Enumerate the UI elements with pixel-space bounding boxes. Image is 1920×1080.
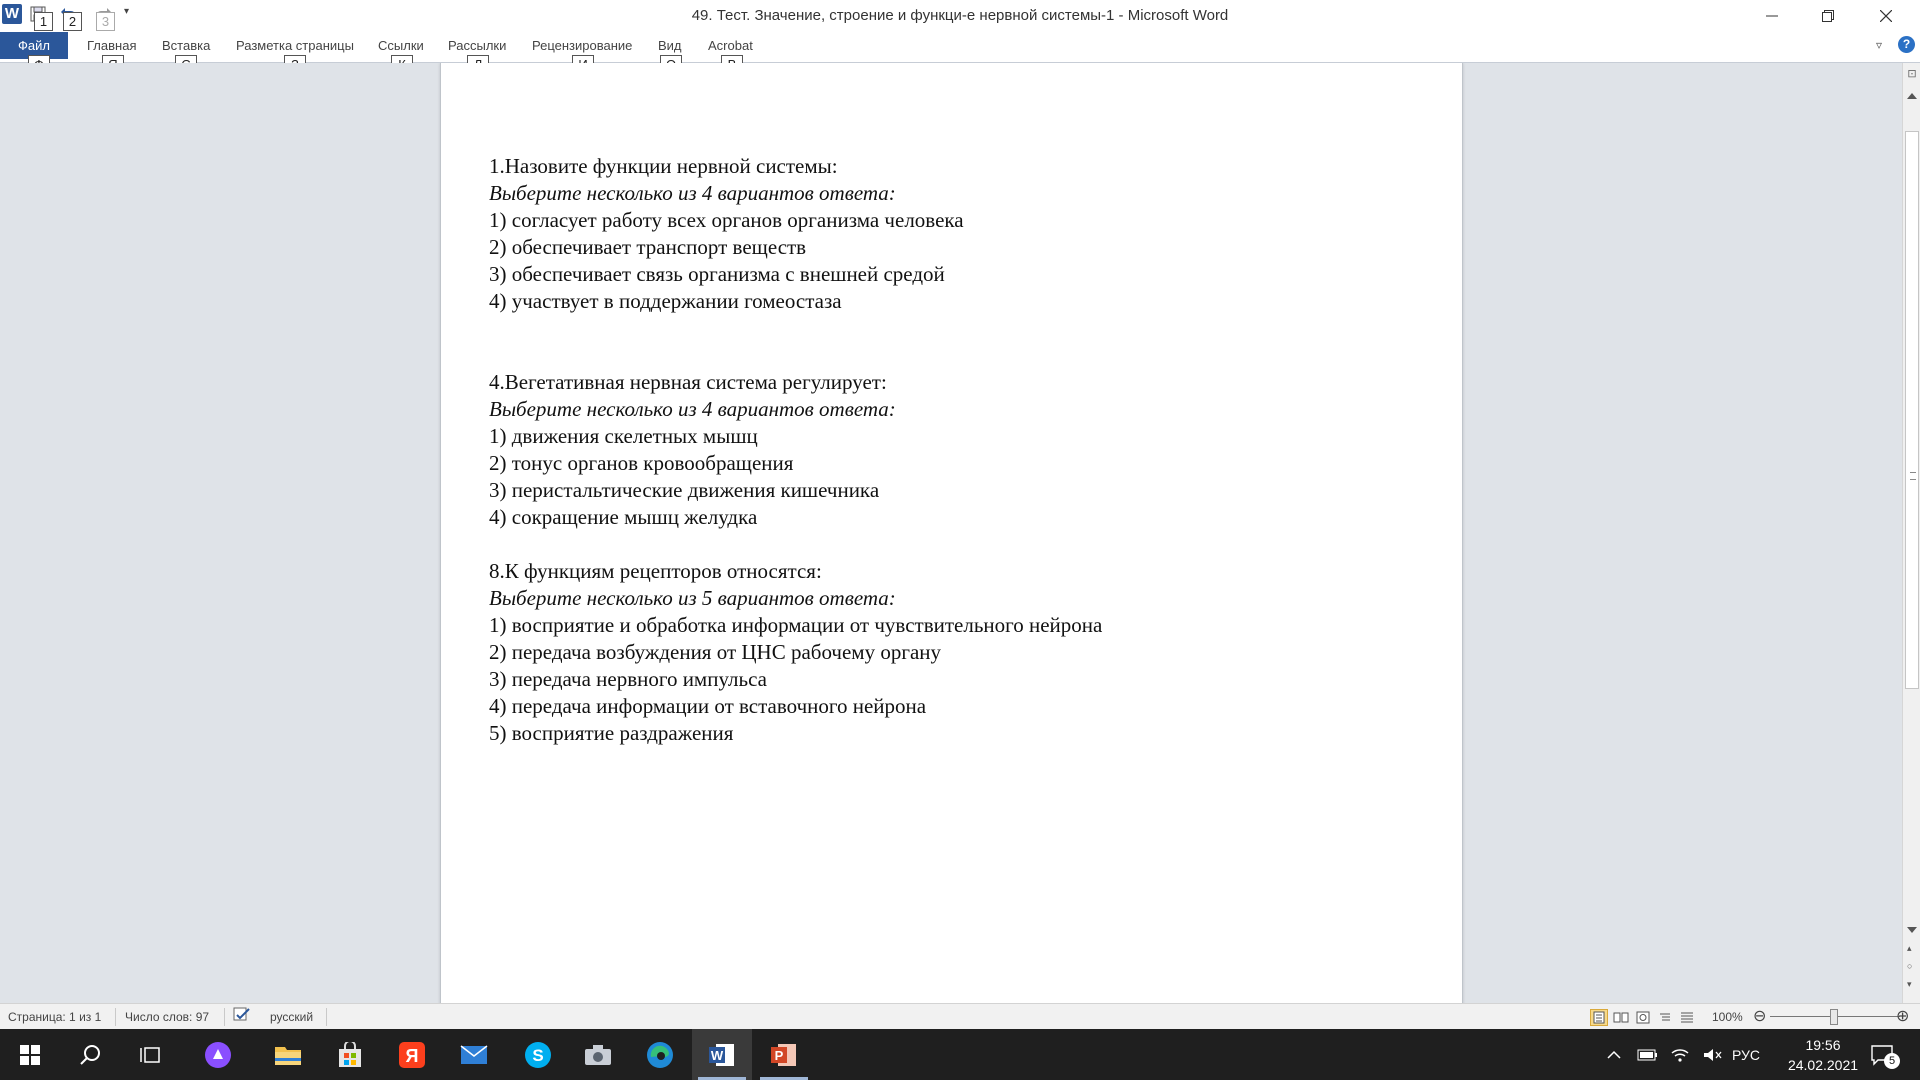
- browse-object-icon[interactable]: ○: [1907, 961, 1913, 971]
- question-8-option: 2) передача возбуждения от ЦНС рабочему органу: [489, 640, 942, 664]
- question-1-title: 1.Назовите функции нервной системы:: [489, 154, 838, 178]
- powerpoint-taskbar-icon[interactable]: [754, 1029, 814, 1080]
- battery-icon[interactable]: [1637, 1029, 1659, 1080]
- windows-taskbar: [0, 1029, 1920, 1080]
- camera-icon[interactable]: [568, 1029, 628, 1080]
- notification-center-icon[interactable]: [1870, 1029, 1894, 1080]
- zoom-in-icon[interactable]: ⊕: [1896, 1008, 1910, 1025]
- tab-home[interactable]: Главная: [87, 38, 137, 53]
- file-explorer-icon[interactable]: [258, 1029, 318, 1080]
- tab-acrobat[interactable]: Acrobat: [708, 38, 753, 53]
- volume-icon[interactable]: [1702, 1029, 1722, 1080]
- question-8-instruction: Выберите несколько из 5 вариантов ответа:: [489, 586, 896, 610]
- scroll-thumb[interactable]: [1905, 131, 1919, 689]
- scroll-grip-icon: [1910, 472, 1916, 480]
- minimize-ribbon-icon[interactable]: ▿: [1876, 38, 1883, 52]
- minimize-button[interactable]: [1744, 0, 1800, 32]
- ruler-toggle-icon[interactable]: ⊡: [1907, 68, 1917, 80]
- question-8-option: 4) передача информации от вставочного нейрона: [489, 694, 927, 718]
- tab-file[interactable]: Файл: [0, 32, 68, 59]
- system-clock[interactable]: [1768, 1035, 1878, 1075]
- svg-text:W: W: [710, 1047, 724, 1063]
- keytip-save: 1: [34, 12, 53, 31]
- minimize-icon: [1766, 10, 1778, 22]
- yandex-browser-icon[interactable]: [382, 1029, 442, 1080]
- tab-mailings[interactable]: Рассылки: [448, 38, 507, 53]
- paragraph-gap: [489, 531, 1389, 558]
- zoom-out-icon[interactable]: ⊖: [1753, 1008, 1767, 1025]
- full-screen-reading-icon[interactable]: [1612, 1009, 1630, 1026]
- close-button[interactable]: [1858, 0, 1914, 32]
- show-hidden-icons[interactable]: [1606, 1029, 1622, 1080]
- question-1-instruction: Выберите несколько из 4 вариантов ответа:: [489, 181, 896, 205]
- next-page-icon[interactable]: ▾: [1907, 979, 1912, 989]
- status-divider: [224, 1008, 225, 1026]
- question-4-option: 1) движения скелетных мышц: [489, 424, 758, 448]
- web-layout-icon[interactable]: [1634, 1009, 1652, 1026]
- draft-view-icon[interactable]: [1678, 1009, 1696, 1026]
- skype-icon[interactable]: [508, 1029, 568, 1080]
- restore-icon: [1822, 10, 1834, 22]
- question-8-title: 8.К функциям рецепторов относятся:: [489, 559, 822, 583]
- zoom-level[interactable]: 100%: [1712, 1010, 1743, 1024]
- title-bar: [0, 0, 1920, 32]
- tab-review[interactable]: Рецензирование: [532, 38, 633, 53]
- spell-check-icon[interactable]: [232, 1007, 254, 1028]
- scroll-up-icon[interactable]: [1907, 93, 1917, 99]
- question-4-instruction: Выберите несколько из 4 вариантов ответа:: [489, 397, 896, 421]
- document-page[interactable]: [440, 63, 1463, 1003]
- customize-qat-icon[interactable]: ▾: [124, 6, 130, 17]
- paragraph-gap: [489, 315, 1389, 369]
- mail-icon[interactable]: [444, 1029, 504, 1080]
- alice-assistant-icon[interactable]: [188, 1029, 248, 1080]
- tab-references[interactable]: Ссылки: [378, 38, 424, 53]
- question-1-option: 4) участвует в поддержании гомеостаза: [489, 289, 842, 313]
- microsoft-store-icon[interactable]: [320, 1029, 380, 1080]
- zoom-slider-thumb[interactable]: [1830, 1009, 1838, 1025]
- vertical-scrollbar[interactable]: [1902, 63, 1920, 1003]
- word-taskbar-icon[interactable]: [692, 1029, 752, 1080]
- question-8-option: 3) передача нервного импульса: [489, 667, 767, 691]
- input-language[interactable]: РУС: [1732, 1046, 1761, 1063]
- document-area: [0, 63, 1902, 1003]
- notification-count-badge: 5: [1884, 1053, 1900, 1069]
- tab-view[interactable]: Вид: [658, 38, 682, 53]
- page-count[interactable]: Страница: 1 из 1: [8, 1010, 102, 1024]
- clock-time: 19:56: [1805, 1037, 1841, 1053]
- question-4-option: 4) сокращение мышц желудка: [489, 505, 758, 529]
- question-8-option: 1) восприятие и обработка информации от чувствительного нейрона: [489, 613, 1103, 637]
- wifi-icon[interactable]: [1670, 1029, 1690, 1080]
- close-icon: [1880, 10, 1892, 22]
- question-1-option: 3) обеспечивает связь организма с внешней средой: [489, 262, 945, 286]
- keytip-redo: 3: [96, 12, 115, 31]
- status-divider: [326, 1008, 327, 1026]
- status-divider: [115, 1008, 116, 1026]
- clock-date: 24.02.2021: [1787, 1057, 1859, 1073]
- svg-text:S: S: [532, 1045, 544, 1065]
- question-4-option: 2) тонус органов кровообращения: [489, 451, 794, 475]
- question-1-option: 1) согласует работу всех органов организма человека: [489, 208, 964, 232]
- scroll-down-icon[interactable]: [1907, 927, 1917, 933]
- edge-browser-icon[interactable]: [630, 1029, 690, 1080]
- tab-page-layout[interactable]: Разметка страницы: [236, 38, 354, 53]
- language-indicator[interactable]: русский: [270, 1010, 314, 1024]
- outline-view-icon[interactable]: [1656, 1009, 1674, 1026]
- chevron-up-icon: [1606, 1047, 1622, 1063]
- tab-insert[interactable]: Вставка: [162, 38, 211, 53]
- print-layout-view-icon[interactable]: [1590, 1009, 1608, 1026]
- help-icon[interactable]: ?: [1898, 36, 1915, 53]
- restore-button[interactable]: [1800, 0, 1856, 32]
- task-view-icon[interactable]: [120, 1029, 180, 1080]
- svg-text:P: P: [774, 1047, 784, 1063]
- question-8-option: 5) восприятие раздражения: [489, 721, 734, 745]
- question-1-option: 2) обеспечивает транспорт веществ: [489, 235, 807, 259]
- previous-page-icon[interactable]: ▴: [1907, 943, 1912, 953]
- word-count[interactable]: Число слов: 97: [125, 1010, 210, 1024]
- document-content[interactable]: [489, 153, 1389, 747]
- svg-text:Я: Я: [405, 1045, 419, 1066]
- search-icon[interactable]: [60, 1029, 120, 1080]
- question-4-option: 3) перистальтические движения кишечника: [489, 478, 880, 502]
- status-bar: [0, 1003, 1920, 1030]
- window-title: 49. Тест. Значение, строение и функци-е нервной системы-1 - Microsoft Word: [691, 7, 1229, 24]
- start-icon[interactable]: [0, 1029, 60, 1080]
- question-4-title: 4.Вегетативная нервная система регулирует:: [489, 370, 887, 394]
- keytip-undo: 2: [63, 12, 82, 31]
- word-app-icon[interactable]: W: [2, 4, 22, 24]
